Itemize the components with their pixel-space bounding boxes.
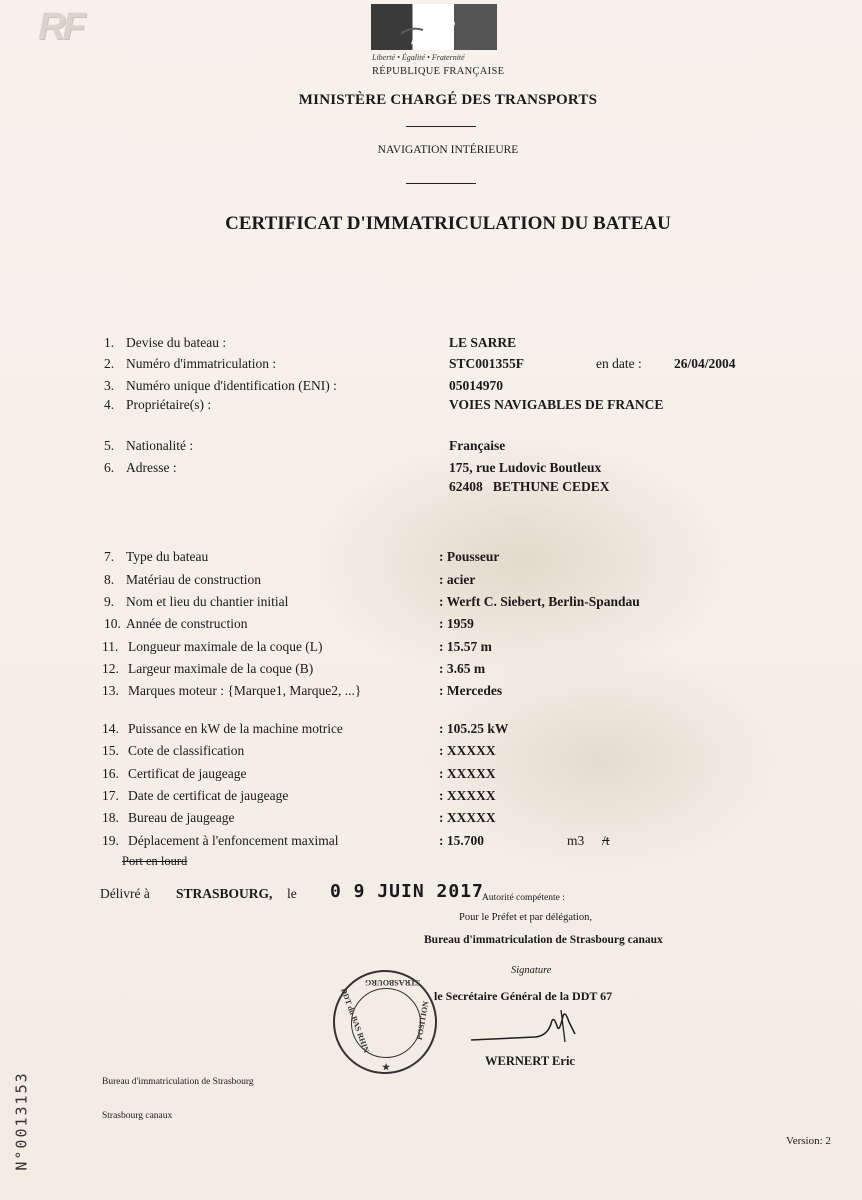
field-label: Largeur maximale de la coque (B) (128, 661, 314, 676)
field-label: Matériau de construction (126, 572, 261, 587)
stamp-text-right: POSITION (414, 1000, 431, 1041)
department: NAVIGATION INTÉRIEURE (377, 144, 519, 156)
field-num: 17. (102, 788, 119, 803)
field-num: 8. (104, 572, 115, 587)
field-num: 5. (104, 438, 115, 453)
signature-label: Signature (511, 965, 552, 976)
field-value: : 15.57 m (439, 639, 492, 654)
field-value: : Pousseur (439, 549, 500, 564)
republic-motto: Liberté • Égalité • Fraternité (372, 53, 465, 62)
official-stamp (333, 970, 437, 1074)
field-value: : Werft C. Siebert, Berlin-Spandau (439, 594, 640, 609)
field-value: : 105.25 kW (439, 721, 509, 736)
serial-number: N°0013153 (12, 1071, 31, 1171)
field-label: Devise du bateau : (126, 335, 227, 350)
field-num: 10. (104, 616, 121, 631)
field-value: Française (449, 438, 506, 453)
field-num: 13. (102, 683, 119, 698)
en-date-label: en date : (596, 356, 642, 371)
field-value: VOIES NAVIGABLES DE FRANCE (449, 397, 664, 412)
field-label: Nationalité : (126, 438, 194, 453)
field-label: Marques moteur : {Marque1, Marque2, ...} (128, 683, 362, 698)
field-value: : XXXXX (439, 766, 496, 781)
field-num: 2. (104, 356, 115, 371)
field-label: Date de certificat de jaugeage (128, 788, 289, 803)
field-value: : XXXXX (439, 788, 496, 803)
address-line-2: 62408 BETHUNE CEDEX (449, 479, 610, 494)
unit-t-struck: /t (602, 833, 610, 848)
delivered-label: Délivré à (100, 886, 150, 901)
field-num: 11. (102, 639, 119, 654)
secretary-title: le Secrétaire Général de la DDT 67 (434, 989, 613, 1003)
field-label: Adresse : (126, 460, 177, 475)
field-value: : 15.700 (439, 833, 484, 848)
marianne-logo (371, 4, 497, 50)
authority-delegation: Pour le Préfet et par délégation, (459, 912, 592, 923)
field-num: 18. (102, 810, 119, 825)
field-num: 12. (102, 661, 119, 676)
delivered-city: STRASBOURG, (176, 886, 273, 901)
star-icon: ★ (382, 1062, 391, 1072)
field-value: 05014970 (449, 378, 503, 393)
field-num: 16. (102, 766, 119, 781)
field-value: : Mercedes (439, 683, 503, 698)
field-num: 3. (104, 378, 115, 393)
footer-bureau: Bureau d'immatriculation de Strasbourg (102, 1077, 254, 1087)
stamp-text-left: DDT du BAS RHIN (339, 986, 371, 1055)
version-label: Version: 2 (786, 1135, 831, 1147)
field-label: Année de construction (126, 616, 248, 631)
unit-m3: m3 (567, 833, 585, 848)
field-num: 4. (104, 397, 115, 412)
field-label: Puissance en kW de la machine motrice (128, 721, 343, 736)
ministry-title: MINISTÈRE CHARGÉ DES TRANSPORTS (298, 92, 598, 108)
authority-label: Autorité compétente : (482, 893, 565, 903)
authority-bureau: Bureau d'immatriculation de Strasbourg canaux (424, 934, 663, 946)
footer-bureau-2: Strasbourg canaux (102, 1111, 173, 1121)
divider (406, 126, 476, 127)
rf-watermark: RF (38, 6, 83, 48)
field-value: : 3.65 m (439, 661, 486, 676)
field-label: Propriétaire(s) : (126, 397, 212, 412)
field-value: : acier (439, 572, 476, 587)
field-num: 19. (102, 833, 119, 848)
field-num: 6. (104, 460, 115, 475)
divider (406, 183, 476, 184)
republique-francaise: RÉPUBLIQUE FRANÇAISE (372, 66, 505, 77)
field-num: 15. (102, 743, 119, 758)
stamp-text-top: STRASBOURG (365, 978, 421, 987)
port-en-lourd-struck: Port en lourd (122, 854, 188, 868)
field-label: Bureau de jaugeage (128, 810, 235, 825)
field-label: Type du bateau (126, 549, 209, 564)
field-label: Cote de classification (128, 743, 245, 758)
field-value: LE SARRE (449, 335, 517, 350)
marianne-icon (371, 4, 497, 50)
field-value: : 1959 (439, 616, 474, 631)
field-num: 1. (104, 335, 115, 350)
field-label: Numéro d'immatriculation : (126, 356, 277, 371)
field-label: Nom et lieu du chantier initial (126, 594, 289, 609)
field-value: STC001355F (449, 356, 525, 371)
field-label: Longueur maximale de la coque (L) (128, 639, 323, 654)
handwritten-signature (465, 1004, 585, 1048)
field-value: : XXXXX (439, 810, 496, 825)
delivered-le: le (287, 886, 297, 901)
signatory-name: WERNERT Eric (485, 1054, 575, 1068)
field-num: 9. (104, 594, 115, 609)
field-label: Déplacement à l'enfoncement maximal (128, 833, 339, 848)
en-date-value: 26/04/2004 (674, 356, 736, 371)
field-num: 14. (102, 721, 119, 736)
field-label: Numéro unique d'identification (ENI) : (126, 378, 337, 393)
field-label: Certificat de jaugeage (128, 766, 247, 781)
field-num: 7. (104, 549, 115, 564)
field-value: : XXXXX (439, 743, 496, 758)
address-line-1: 175, rue Ludovic Boutleux (449, 460, 602, 475)
page-title: CERTIFICAT D'IMMATRICULATION DU BATEAU (225, 213, 671, 234)
delivery-date-stamp: 0 9 JUIN 2017 (330, 881, 484, 902)
